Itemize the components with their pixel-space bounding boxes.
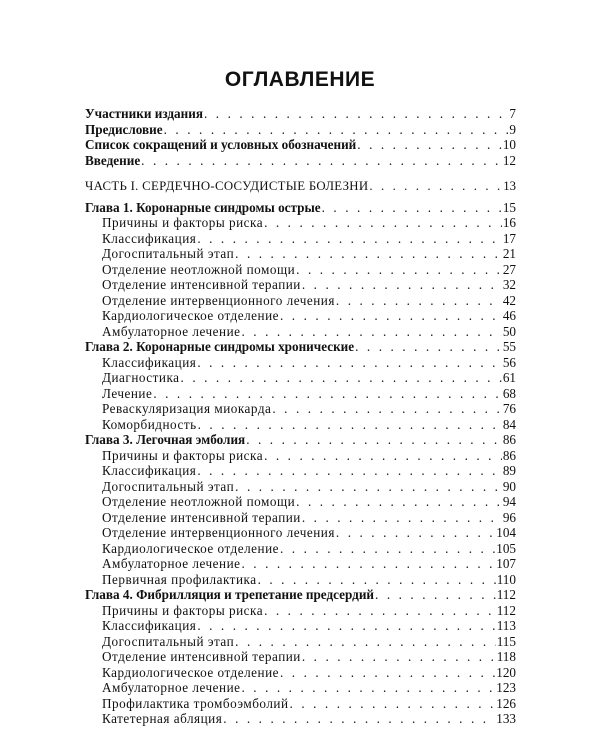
item-page: 46 xyxy=(502,308,516,323)
leader-dots xyxy=(296,494,502,510)
leader-dots xyxy=(296,262,502,278)
item-label: Амбулаторное лечение xyxy=(102,556,241,571)
leader-dots xyxy=(264,603,496,619)
toc-item[interactable] xyxy=(85,417,516,433)
toc-item[interactable] xyxy=(85,541,516,557)
toc-item[interactable] xyxy=(85,293,516,309)
item-label: Кардиологическое отделение xyxy=(102,308,280,323)
chapter-label: Глава 1. Коронарные синдромы острые xyxy=(85,199,321,215)
item-label: Диагностика xyxy=(102,370,180,385)
entry-label: Список сокращений и условных обозначений xyxy=(85,137,357,152)
leader-dots xyxy=(197,231,501,247)
item-label: Профилактика тромбоэмболий xyxy=(102,695,289,711)
item-label: Причины и факторы риска xyxy=(102,215,264,230)
toc-item[interactable] xyxy=(85,448,516,464)
item-page: 107 xyxy=(496,556,516,571)
leader-dots xyxy=(302,277,502,293)
leader-dots xyxy=(264,215,502,231)
item-label: Коморбидность xyxy=(102,416,197,432)
item-label: Классификация xyxy=(102,463,197,478)
item-label: Отделение неотложной помощи xyxy=(102,494,296,509)
item-label: Отделение интенсивной терапии xyxy=(102,509,301,525)
item-label: Отделение интенсивной терапии xyxy=(102,277,301,292)
entry-page: 7 xyxy=(509,106,516,121)
entry-page: 12 xyxy=(502,152,516,168)
toc-item[interactable] xyxy=(85,386,516,402)
leader-dots xyxy=(258,572,496,588)
toc-item[interactable] xyxy=(85,665,516,681)
toc-item[interactable] xyxy=(85,277,516,293)
entry-page: 112 xyxy=(496,587,516,602)
toc-item[interactable] xyxy=(85,231,516,247)
item-label: Догоспитальный этап xyxy=(102,633,235,649)
toc-chapter-3[interactable] xyxy=(85,432,516,448)
leader-dots xyxy=(204,106,508,122)
item-page: 96 xyxy=(502,509,516,525)
toc-entry-abbreviations[interactable] xyxy=(85,137,516,153)
item-label: Кардиологическое отделение xyxy=(102,540,280,556)
item-label: Лечение xyxy=(102,385,153,401)
toc-item[interactable] xyxy=(85,696,516,712)
leader-dots xyxy=(357,137,502,153)
leader-dots xyxy=(375,587,496,603)
item-page: 21 xyxy=(502,246,516,261)
leader-dots xyxy=(235,479,502,495)
leader-dots xyxy=(336,525,495,541)
leader-dots xyxy=(290,696,496,712)
item-page: 110 xyxy=(496,571,516,587)
item-page: 118 xyxy=(496,649,516,664)
toc-chapter-1[interactable] xyxy=(85,200,516,216)
entry-page: 55 xyxy=(502,339,516,354)
entry-label: Предисловие xyxy=(85,121,163,137)
item-page: 123 xyxy=(496,680,516,695)
item-page: 104 xyxy=(496,525,516,540)
item-label: Классификация xyxy=(102,230,197,246)
entry-page: 86 xyxy=(502,432,516,447)
leader-dots xyxy=(280,541,495,557)
chapter-label: Глава 3. Легочная эмболия xyxy=(85,432,246,447)
leader-dots xyxy=(241,556,495,572)
item-page: 133 xyxy=(496,711,516,726)
chapter-label: Глава 2. Коронарные синдромы хронические xyxy=(85,339,355,354)
item-label: Кардиологическое отделение xyxy=(102,664,280,680)
leader-dots xyxy=(264,448,502,464)
item-label: Первичная профилактика xyxy=(102,571,257,587)
leader-dots xyxy=(153,386,501,402)
leader-dots xyxy=(197,618,495,634)
item-page: 56 xyxy=(502,354,516,370)
toc-item[interactable] xyxy=(85,649,516,665)
toc-item[interactable] xyxy=(85,463,516,479)
item-page: 76 xyxy=(502,401,516,416)
leader-dots xyxy=(197,463,501,479)
toc-chapter-4[interactable] xyxy=(85,587,516,603)
item-page: 50 xyxy=(502,323,516,339)
toc-item[interactable] xyxy=(85,324,516,340)
chapter-label: Глава 4. Фибрилляция и трепетание предсердий xyxy=(85,587,375,602)
toc-item[interactable] xyxy=(85,370,516,386)
leader-dots xyxy=(302,649,496,665)
item-page: 17 xyxy=(502,230,516,246)
toc-item[interactable] xyxy=(85,479,516,495)
item-page: 105 xyxy=(496,540,516,556)
item-label: Догоспитальный этап xyxy=(102,246,235,261)
entry-page: 9 xyxy=(509,121,516,137)
table-of-contents xyxy=(85,106,516,727)
item-label: Отделение интенсивной терапии xyxy=(102,649,301,664)
item-page: 115 xyxy=(496,633,516,649)
toc-item[interactable] xyxy=(85,634,516,650)
item-label: Амбулаторное лечение xyxy=(102,323,241,339)
item-page: 126 xyxy=(496,695,516,711)
toc-item[interactable] xyxy=(85,680,516,696)
item-page: 32 xyxy=(502,277,516,292)
item-label: Причины и факторы риска xyxy=(102,602,264,618)
toc-item[interactable] xyxy=(85,603,516,619)
toc-entry-contributors[interactable] xyxy=(85,106,516,122)
part-label: ЧАСТЬ I. СЕРДЕЧНО-СОСУДИСТЫЕ БОЛЕЗНИ xyxy=(85,179,369,193)
item-page: 27 xyxy=(502,261,516,277)
leader-dots xyxy=(241,324,501,340)
item-page: 94 xyxy=(502,494,516,509)
item-label: Классификация xyxy=(102,354,197,370)
leader-dots xyxy=(164,122,509,138)
toc-chapter-2[interactable] xyxy=(85,339,516,355)
toc-entry-preface[interactable] xyxy=(85,122,516,138)
item-label: Отделение интервенционного лечения xyxy=(102,525,335,540)
item-page: 113 xyxy=(496,618,516,633)
entry-page: 10 xyxy=(502,137,516,152)
item-page: 42 xyxy=(502,292,516,308)
item-page: 16 xyxy=(502,215,516,230)
toc-item[interactable] xyxy=(85,618,516,634)
toc-item[interactable] xyxy=(85,215,516,231)
page-title: ОГЛАВЛЕНИЕ xyxy=(224,68,376,91)
item-label: Амбулаторное лечение xyxy=(102,680,241,695)
item-page: 61 xyxy=(502,370,516,385)
leader-dots xyxy=(272,401,501,417)
toc-item[interactable] xyxy=(85,525,516,541)
item-page: 84 xyxy=(502,416,516,432)
leader-dots xyxy=(241,680,495,696)
toc-item[interactable] xyxy=(85,556,516,572)
leader-dots xyxy=(280,308,502,324)
toc-item[interactable] xyxy=(85,308,516,324)
toc-item[interactable] xyxy=(85,262,516,278)
toc-entry-introduction[interactable] xyxy=(85,153,516,169)
item-page: 112 xyxy=(496,602,516,618)
entry-page: 13 xyxy=(503,179,516,193)
leader-dots xyxy=(369,179,502,195)
leader-dots xyxy=(246,432,502,448)
leader-dots xyxy=(223,711,495,727)
item-label: Догоспитальный этап xyxy=(102,478,235,494)
item-page: 120 xyxy=(496,664,516,680)
leader-dots xyxy=(280,665,495,681)
leader-dots xyxy=(198,417,502,433)
item-label: Реваскуляризация миокарда xyxy=(102,401,272,416)
item-page: 89 xyxy=(502,463,516,478)
item-page: 90 xyxy=(502,478,516,494)
toc-item[interactable] xyxy=(85,401,516,417)
item-label: Катетерная абляция xyxy=(102,711,223,726)
item-label: Отделение интервенционного лечения xyxy=(102,292,335,308)
toc-item[interactable] xyxy=(85,711,516,727)
leader-dots xyxy=(355,339,502,355)
leader-dots xyxy=(235,246,502,262)
toc-item[interactable] xyxy=(85,246,516,262)
entry-page: 15 xyxy=(502,199,516,215)
leader-dots xyxy=(322,200,502,216)
toc-part-1[interactable] xyxy=(85,179,516,195)
item-label: Классификация xyxy=(102,618,197,633)
entry-label: Введение xyxy=(85,152,141,168)
toc-item[interactable] xyxy=(85,572,516,588)
leader-dots xyxy=(181,370,502,386)
entry-label: Участники издания xyxy=(85,106,203,121)
item-label: Причины и факторы риска xyxy=(102,447,264,463)
leader-dots xyxy=(235,634,496,650)
leader-dots xyxy=(141,153,502,169)
leader-dots xyxy=(197,355,501,371)
toc-item[interactable] xyxy=(85,510,516,526)
toc-item[interactable] xyxy=(85,355,516,371)
leader-dots xyxy=(336,293,502,309)
item-page: 86 xyxy=(502,447,516,463)
leader-dots xyxy=(302,510,502,526)
item-page: 68 xyxy=(502,385,516,401)
toc-item[interactable] xyxy=(85,494,516,510)
item-label: Отделение неотложной помощи xyxy=(102,261,296,277)
